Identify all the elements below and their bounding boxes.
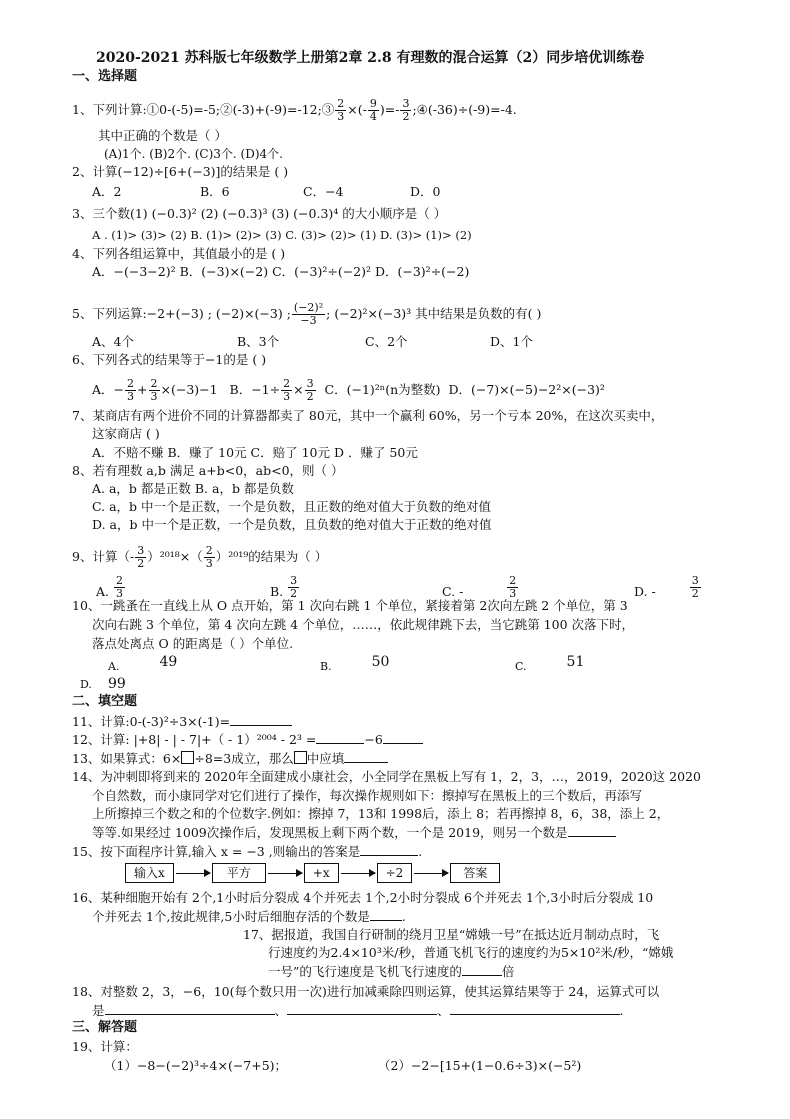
q13: 13、如果算式：6× ÷8=3成立，那么 中应填 xyxy=(72,750,388,767)
q10-opt-a: A. 49 xyxy=(108,654,178,673)
q7-line1: 7、某商店有两个进价不同的计算器都卖了 80元，其中一个赢利 60%，另一个亏本 20%，在这次买卖中， xyxy=(72,408,664,423)
flow-arrow-icon xyxy=(414,873,448,874)
q15-flowchart xyxy=(125,862,500,884)
q4-options: A．−(−3−2)² B．(−3)×(−2) C．(−3)²÷(−2)² D．(−3)²÷(−2) xyxy=(92,264,470,279)
q11-answer-blank[interactable] xyxy=(230,713,292,726)
q1-frac1: $\frac{2}{3}$ xyxy=(337,97,345,123)
q1-line1: 1、下列计算:①0-(-5)=-5;②(-3)+(-9)=-12;③ $\frac{2}{3}$ ×(- $\frac{9}{4}$ )=- $\frac{3}{2}$ ;④(-36)÷(-9)=-4. xyxy=(72,97,517,123)
q1-frac3: $\frac{3}{2}$ xyxy=(402,97,410,123)
q16-line2: 个并死去 1个,按此规律,5小时后细胞存活的个数是 . xyxy=(92,909,406,924)
q17-line1: 17、据报道，我国自行研制的绕月卫星“嫦娥一号”在抵达近月制动点时，飞 xyxy=(243,927,660,942)
q8-line2: A. a，b 都是正数 B. a，b 都是负数 xyxy=(92,481,294,496)
q18-line2: 是 、 、 . xyxy=(92,1003,624,1018)
q18-answer-blank-1[interactable] xyxy=(105,1002,275,1015)
q12-answer-blank[interactable] xyxy=(316,731,364,744)
q7-line2: 这家商店 ( ) xyxy=(92,426,160,441)
q8-line4: D. a，b 中一个是正数，一个是负数，且负数的绝对值大于正数的绝对值 xyxy=(92,517,492,532)
q1-frac2: $\frac{9}{4}$ xyxy=(369,97,377,123)
q12: 12、计算: |+8| - | - 7|+（ - 1）²⁰⁰⁴ - 2³ = −6 xyxy=(72,731,423,748)
q2-line1: 2、计算(−12)÷[6+(−3)]的结果是 ( ) xyxy=(72,164,289,179)
q14-line2: 个自然数，而小康同学对它们进行了操作，每次操作规则如下：擦掉写在黑板上的三个数后，再添写 xyxy=(92,788,643,803)
q17-answer-blank[interactable] xyxy=(462,963,502,976)
flow-arrow-icon xyxy=(341,873,375,874)
q9-opt-c: C. - $\frac{2}{3}$ xyxy=(442,574,517,600)
q13-answer-blank[interactable] xyxy=(344,750,388,763)
flow-input-box: 输入x xyxy=(125,863,174,883)
q5-opt-d: D、1个 xyxy=(490,334,533,349)
q3-line1: 3、三个数(1) (−0.3)² (2) (−0.3)³ (3) (−0.3)⁴ 的大小顺序是（ ） xyxy=(72,206,447,221)
q14-line1: 14、为冲刺即将到来的 2020年全面建成小康社会，小全同学在黑板上写有 1，2，3，…，2019，2020这 2020 xyxy=(72,769,701,784)
flow-answer-box: 答案 xyxy=(450,863,500,883)
q6-line1: 6、下列各式的结果等于−1的是 ( ) xyxy=(72,352,267,367)
q14-answer-blank[interactable] xyxy=(568,824,616,837)
q5-opt-a: A、4个 xyxy=(92,334,134,349)
section-choice: 一、选择题 xyxy=(72,69,138,84)
section-answer: 三、解答题 xyxy=(72,1020,138,1035)
q10-opt-b: B. 50 xyxy=(320,654,390,673)
q14-line3: 上所擦掉三个数之和的个位数字.例如：擦掉 7，13和 1998后，添上 8；若再擦掉 8，6，38，添上 2， xyxy=(92,806,670,821)
q1-options: (A)1个. (B)2个. (C)3个. (D)4个. xyxy=(104,147,283,161)
q9-opt-b: B. $\frac{3}{2}$ xyxy=(270,574,298,600)
q2-opt-d: D．0 xyxy=(410,184,441,199)
page-title: 2020-2021 苏科版七年级数学上册第2章 2.8 有理数的混合运算（2）同步培优训练卷 xyxy=(96,50,645,66)
flow-square-box: 平方 xyxy=(212,863,266,883)
q8-line1: 8、若有理数 a,b 满足 a+b<0，ab<0，则（ ） xyxy=(72,463,344,478)
flow-divide-box: ÷2 xyxy=(377,863,413,883)
q13-box-2 xyxy=(294,751,307,764)
q9-opt-a: A. $\frac{2}{3}$ xyxy=(96,574,123,600)
q5-line1: 5、下列运算:−2+(−3) ; (−2)×(−3) ; $\frac{\text{(−2)²}}{-3}$ ; (−2)²×(−3)³ 其中结果是负数的有( ) xyxy=(72,301,542,327)
q16-line1: 16、某种细胞开始有 2个,1小时后分裂成 4个并死去 1个,2小时分裂成 6个并死去 1个,3小时后分裂成 10 xyxy=(72,890,654,905)
q10-opt-c: C. 51 xyxy=(515,654,585,673)
q12-answer-blank-2[interactable] xyxy=(383,731,423,744)
q7-options: A．不赔不赚 B．赚了 10元 C．赔了 10元 D ．赚了 50元 xyxy=(92,445,418,460)
q18-answer-blank-2[interactable] xyxy=(287,1002,437,1015)
q18-answer-blank-3[interactable] xyxy=(450,1002,620,1015)
q15-line1: 15、按下面程序计算,输入 x = −3 ,则输出的答案是 . xyxy=(72,844,423,859)
flow-add-x-box: +x xyxy=(304,863,339,883)
q13-box-1 xyxy=(181,751,194,764)
q5-frac: $\frac{\text{(−2)²}}{-3}$ xyxy=(293,301,324,327)
q2-opt-c: C．−4 xyxy=(303,184,344,199)
q5-opt-b: B、3个 xyxy=(237,334,280,349)
flow-arrow-icon xyxy=(176,873,210,874)
q6-options: A．− $\frac{2}{3}$ + $\frac{2}{3}$ ×(−3)−1 B．−1÷ $\frac{2}{3}$ × $\frac{3}{2}$ C．(−1)²ⁿ(n为整数) D．(−7)×(−5)−2²×(−3)² xyxy=(92,377,605,403)
q10-line2: 次向右跳 3 个单位，第 4 次向左跳 4 个单位，……，依此规律跳下去，当它跳第 100 次落下时， xyxy=(92,617,635,632)
q1-line2: 其中正确的个数是（ ） xyxy=(98,128,227,143)
q4-line1: 4、下列各组运算中，其值最小的是 ( ) xyxy=(72,246,286,261)
q10-opt-d: D. 99 xyxy=(80,676,126,692)
q17-line2: 行速度约为2.4×10³米/秒，普通飞机飞行的速度约为5×10²米/秒，“嫦娥 xyxy=(268,945,674,960)
q14-line4: 等等.如果经过 1009次操作后，发现黑板上剩下两个数，一个是 2019，则另一个数是 xyxy=(92,824,616,841)
q3-options: A . (1)> (3)> (2) B. (1)> (2)> (3) C. (3)> (2)> (1) D. (3)> (1)> (2) xyxy=(92,228,472,242)
q8-line3: C. a，b 中一个是正数，一个是负数，且正数的绝对值大于负数的绝对值 xyxy=(92,499,491,514)
q19-line1: 19、计算： xyxy=(72,1039,138,1054)
q19-part2: （2）−2−[15+(1−0.6÷3)×(−5²) xyxy=(378,1058,582,1073)
q10-line3: 落点处离点 O 的距离是（ ）个单位. xyxy=(92,636,294,651)
q17-line3: 一号”的飞行速度是飞机飞行速度的 倍 xyxy=(268,964,515,979)
q9-line1: 9、计算（- $\frac{3}{2}$ ）²⁰¹⁸×（ $\frac{2}{3}$ ）²⁰¹⁹的结果为（ ） xyxy=(72,544,328,570)
q9-opt-d: D. - $\frac{3}{2}$ xyxy=(634,574,699,600)
q19-part1: （1）−8−(−2)³÷4×(−7+5)； xyxy=(104,1058,288,1073)
q18-line1: 18、对整数 2，3，−6，10(每个数只用一次)进行加减乘除四则运算，使其运算结果等于 24，运算式可以 xyxy=(72,984,660,999)
q2-opt-b: B．6 xyxy=(200,184,230,199)
q5-opt-c: C、2个 xyxy=(365,334,408,349)
section-fill: 二、填空题 xyxy=(72,694,138,709)
q16-answer-blank[interactable] xyxy=(370,908,402,921)
q2-opt-a: A．2 xyxy=(92,184,122,199)
flow-arrow-icon xyxy=(268,873,302,874)
q11: 11、计算:0-(-3)²÷3×(-1)= xyxy=(72,713,292,730)
q10-line1: 10、一跳蚤在一直线上从 O 点开始，第 1 次向右跳 1 个单位，紧接着第 2次向左跳 2 个单位，第 3 xyxy=(72,598,628,613)
q15-answer-blank[interactable] xyxy=(360,843,418,856)
